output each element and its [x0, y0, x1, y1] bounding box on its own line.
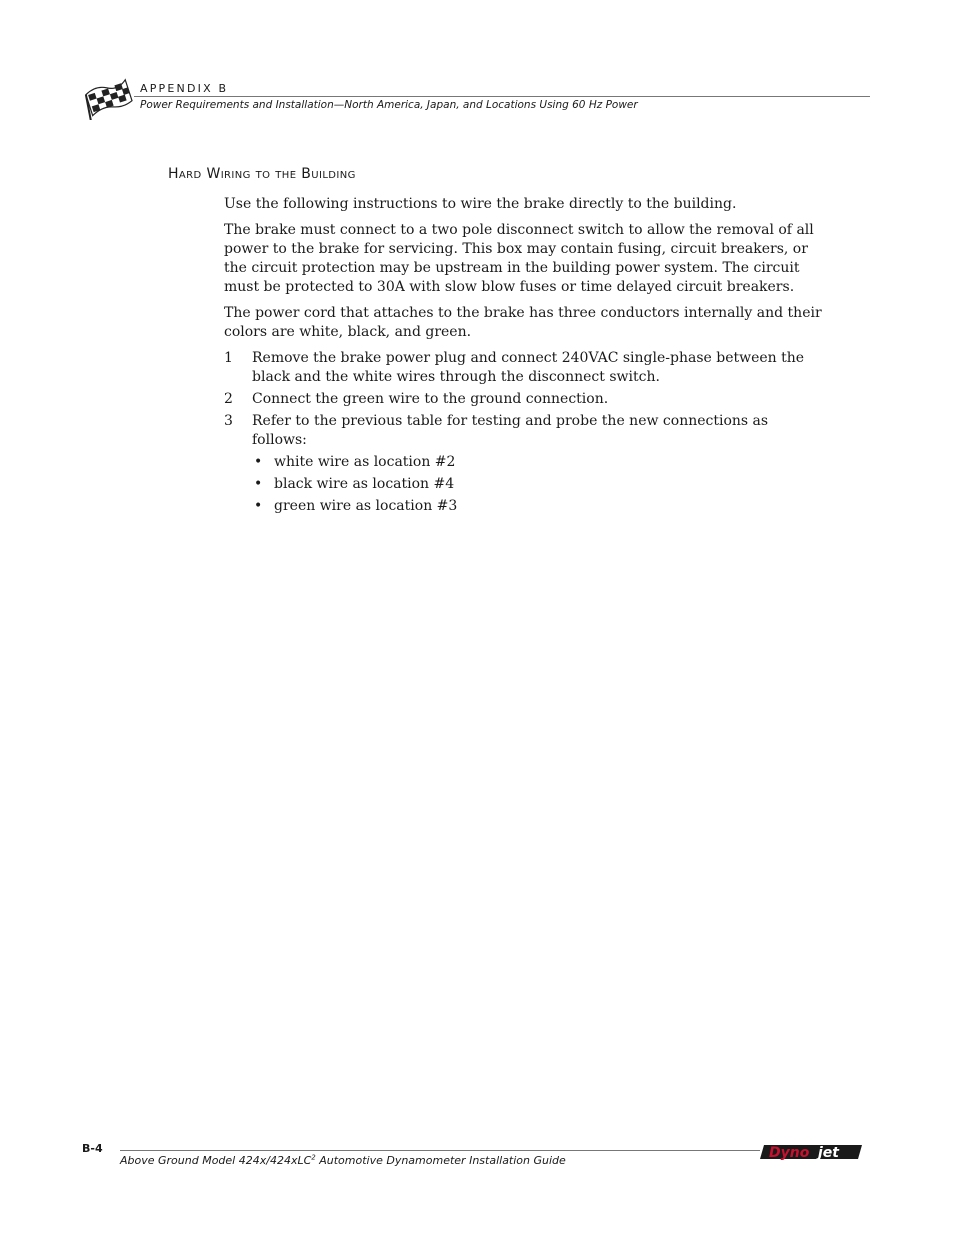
page-number: B-4: [82, 1142, 103, 1155]
paragraph: The brake must connect to a two pole disconnect switch to allow the removal of all power to the brake for servicing. This box may contain fusing, circuit breakers, or the circuit protection may be upstream in the building power system. The circuit must be protected to 30A with slow blow fuses or time delayed circuit breakers.: [224, 222, 814, 295]
paragraph: Use the following instructions to wire the brake directly to the building.: [224, 196, 737, 212]
footer-title-tail: Automotive Dynamometer Installation Guide: [315, 1154, 566, 1167]
bullet-text: black wire as location #4: [274, 476, 455, 492]
bullet-item: [252, 453, 824, 472]
footer-rule: [120, 1150, 760, 1151]
bullet-text: white wire as location #2: [274, 454, 456, 470]
header-rule: [134, 96, 870, 97]
step-item: [224, 349, 824, 387]
step-text: Refer to the previous table for testing and probe the new connections as follows:: [252, 413, 769, 448]
bullet-item: [252, 475, 824, 494]
bullet-text: green wire as location #3: [274, 498, 458, 514]
section-body: [224, 195, 824, 519]
bullet-icon: •: [254, 476, 263, 492]
paragraph: The power cord that attaches to the brake has three conductors internally and their colors are white, black, and green.: [224, 305, 822, 340]
step-number: 3: [224, 413, 233, 429]
steps-list: [224, 349, 824, 516]
step-item: [224, 390, 824, 409]
bullet-icon: •: [254, 498, 263, 514]
bullet-icon: •: [254, 454, 263, 470]
step-text: Connect the green wire to the ground connection.: [252, 391, 609, 407]
footer-title-main: Above Ground Model 424x/424xLC: [120, 1154, 312, 1167]
section-title: Hard Wiring to the Building: [168, 166, 356, 182]
bullet-item: [252, 497, 824, 516]
step-number: 1: [224, 350, 233, 366]
footer-title-superscript: 2: [311, 1153, 316, 1162]
logo-text-jet: jet: [818, 1145, 839, 1161]
footer-title: [120, 1154, 566, 1167]
bullet-list: [252, 453, 824, 516]
chapter-subtitle: Power Requirements and Installation—North America, Japan, and Locations Using 60 Hz Power: [140, 99, 638, 111]
checkered-flag-icon: [82, 76, 134, 120]
step-number: 2: [224, 391, 233, 407]
dynojet-logo: [760, 1143, 866, 1161]
appendix-label: APPENDIX B: [140, 82, 229, 95]
step-item: [224, 412, 824, 516]
step-text: Remove the brake power plug and connect 240VAC single-phase between the black and the white wires through the disconnect switch.: [252, 350, 805, 385]
logo-text-dyno: Dyno: [769, 1145, 810, 1161]
